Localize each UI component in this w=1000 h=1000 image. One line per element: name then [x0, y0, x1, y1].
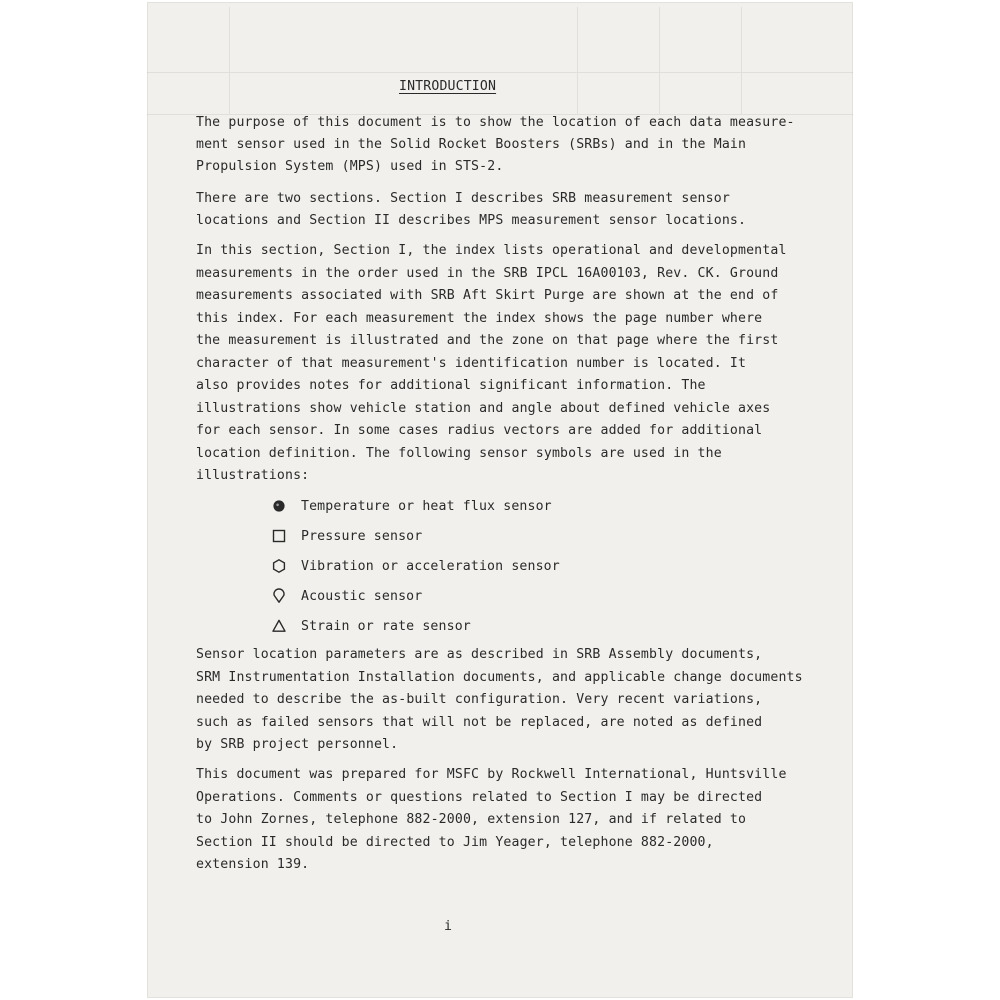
sensor-symbol-vibration: [271, 557, 560, 575]
paragraph-line: The purpose of this document is to show the location of each data measure-: [196, 115, 795, 130]
hexagon-icon: [271, 558, 287, 574]
page-title: INTRODUCTION: [399, 79, 497, 94]
paragraph-line: the measurement is illustrated and the zone on that page where the first: [196, 333, 779, 348]
paragraph-line: needed to describe the as-built configuration. Very recent variations,: [196, 692, 763, 707]
paragraph-line: to John Zornes, telephone 882-2000, extension 127, and if related to: [196, 812, 747, 827]
sensor-symbol-pressure: [271, 527, 422, 545]
paragraph-line: also provides notes for additional significant information. The: [196, 378, 706, 393]
paragraph-line: for each sensor. In some cases radius vectors are added for additional: [196, 423, 763, 438]
paragraph-line: location definition. The following sensor symbols are used in the: [196, 446, 722, 461]
document-page: [147, 2, 853, 998]
paragraph-line: There are two sections. Section I describes SRB measurement sensor: [196, 191, 730, 206]
square-icon: [271, 528, 287, 544]
paragraph-line: Section II should be directed to Jim Yeager, telephone 882-2000,: [196, 835, 714, 850]
sensor-symbol-label: Vibration or acceleration sensor: [301, 558, 560, 574]
sensor-symbol-label: Pressure sensor: [301, 528, 423, 544]
paragraph-line: measurements associated with SRB Aft Skirt Purge are shown at the end of: [196, 288, 779, 303]
sensor-symbol-label: Strain or rate sensor: [301, 618, 471, 634]
page-number: i: [444, 919, 452, 934]
paragraph-line: This document was prepared for MSFC by Rockwell International, Huntsville: [196, 767, 787, 782]
paragraph-line: character of that measurement's identification number is located. It: [196, 356, 747, 371]
paragraph-line: illustrations show vehicle station and angle about defined vehicle axes: [196, 401, 771, 416]
paragraph-line: extension 139.: [196, 857, 310, 872]
inverted-teardrop-icon: [271, 588, 287, 604]
paragraph-line: illustrations:: [196, 468, 310, 483]
paragraph-line: SRM Instrumentation Installation documents, and applicable change documents: [196, 670, 803, 685]
paragraph-line: ment sensor used in the Solid Rocket Boosters (SRBs) and in the Main: [196, 137, 747, 152]
sensor-symbol-label: Acoustic sensor: [301, 588, 423, 604]
paragraph-line: Sensor location parameters are as described in SRB Assembly documents,: [196, 647, 763, 662]
triangle-icon: [271, 618, 287, 634]
paragraph-line: locations and Section II describes MPS measurement sensor locations.: [196, 213, 747, 228]
paragraph-line: In this section, Section I, the index lists operational and developmental: [196, 243, 787, 258]
paragraph-line: such as failed sensors that will not be replaced, are noted as defined: [196, 715, 763, 730]
sensor-symbol-acoustic: [271, 587, 422, 605]
paragraph-line: Operations. Comments or questions related to Section I may be directed: [196, 790, 763, 805]
sensor-symbol-strain: [271, 617, 471, 635]
paragraph-line: by SRB project personnel.: [196, 737, 399, 752]
paragraph-line: this index. For each measurement the index shows the page number where: [196, 311, 763, 326]
sensor-symbol-label: Temperature or heat flux sensor: [301, 498, 552, 514]
sensor-symbol-temperature: [271, 497, 552, 515]
filled-circle-icon: [271, 498, 287, 514]
paragraph-line: Propulsion System (MPS) used in STS-2.: [196, 159, 504, 174]
paragraph-line: measurements in the order used in the SRB IPCL 16A00103, Rev. CK. Ground: [196, 266, 779, 281]
